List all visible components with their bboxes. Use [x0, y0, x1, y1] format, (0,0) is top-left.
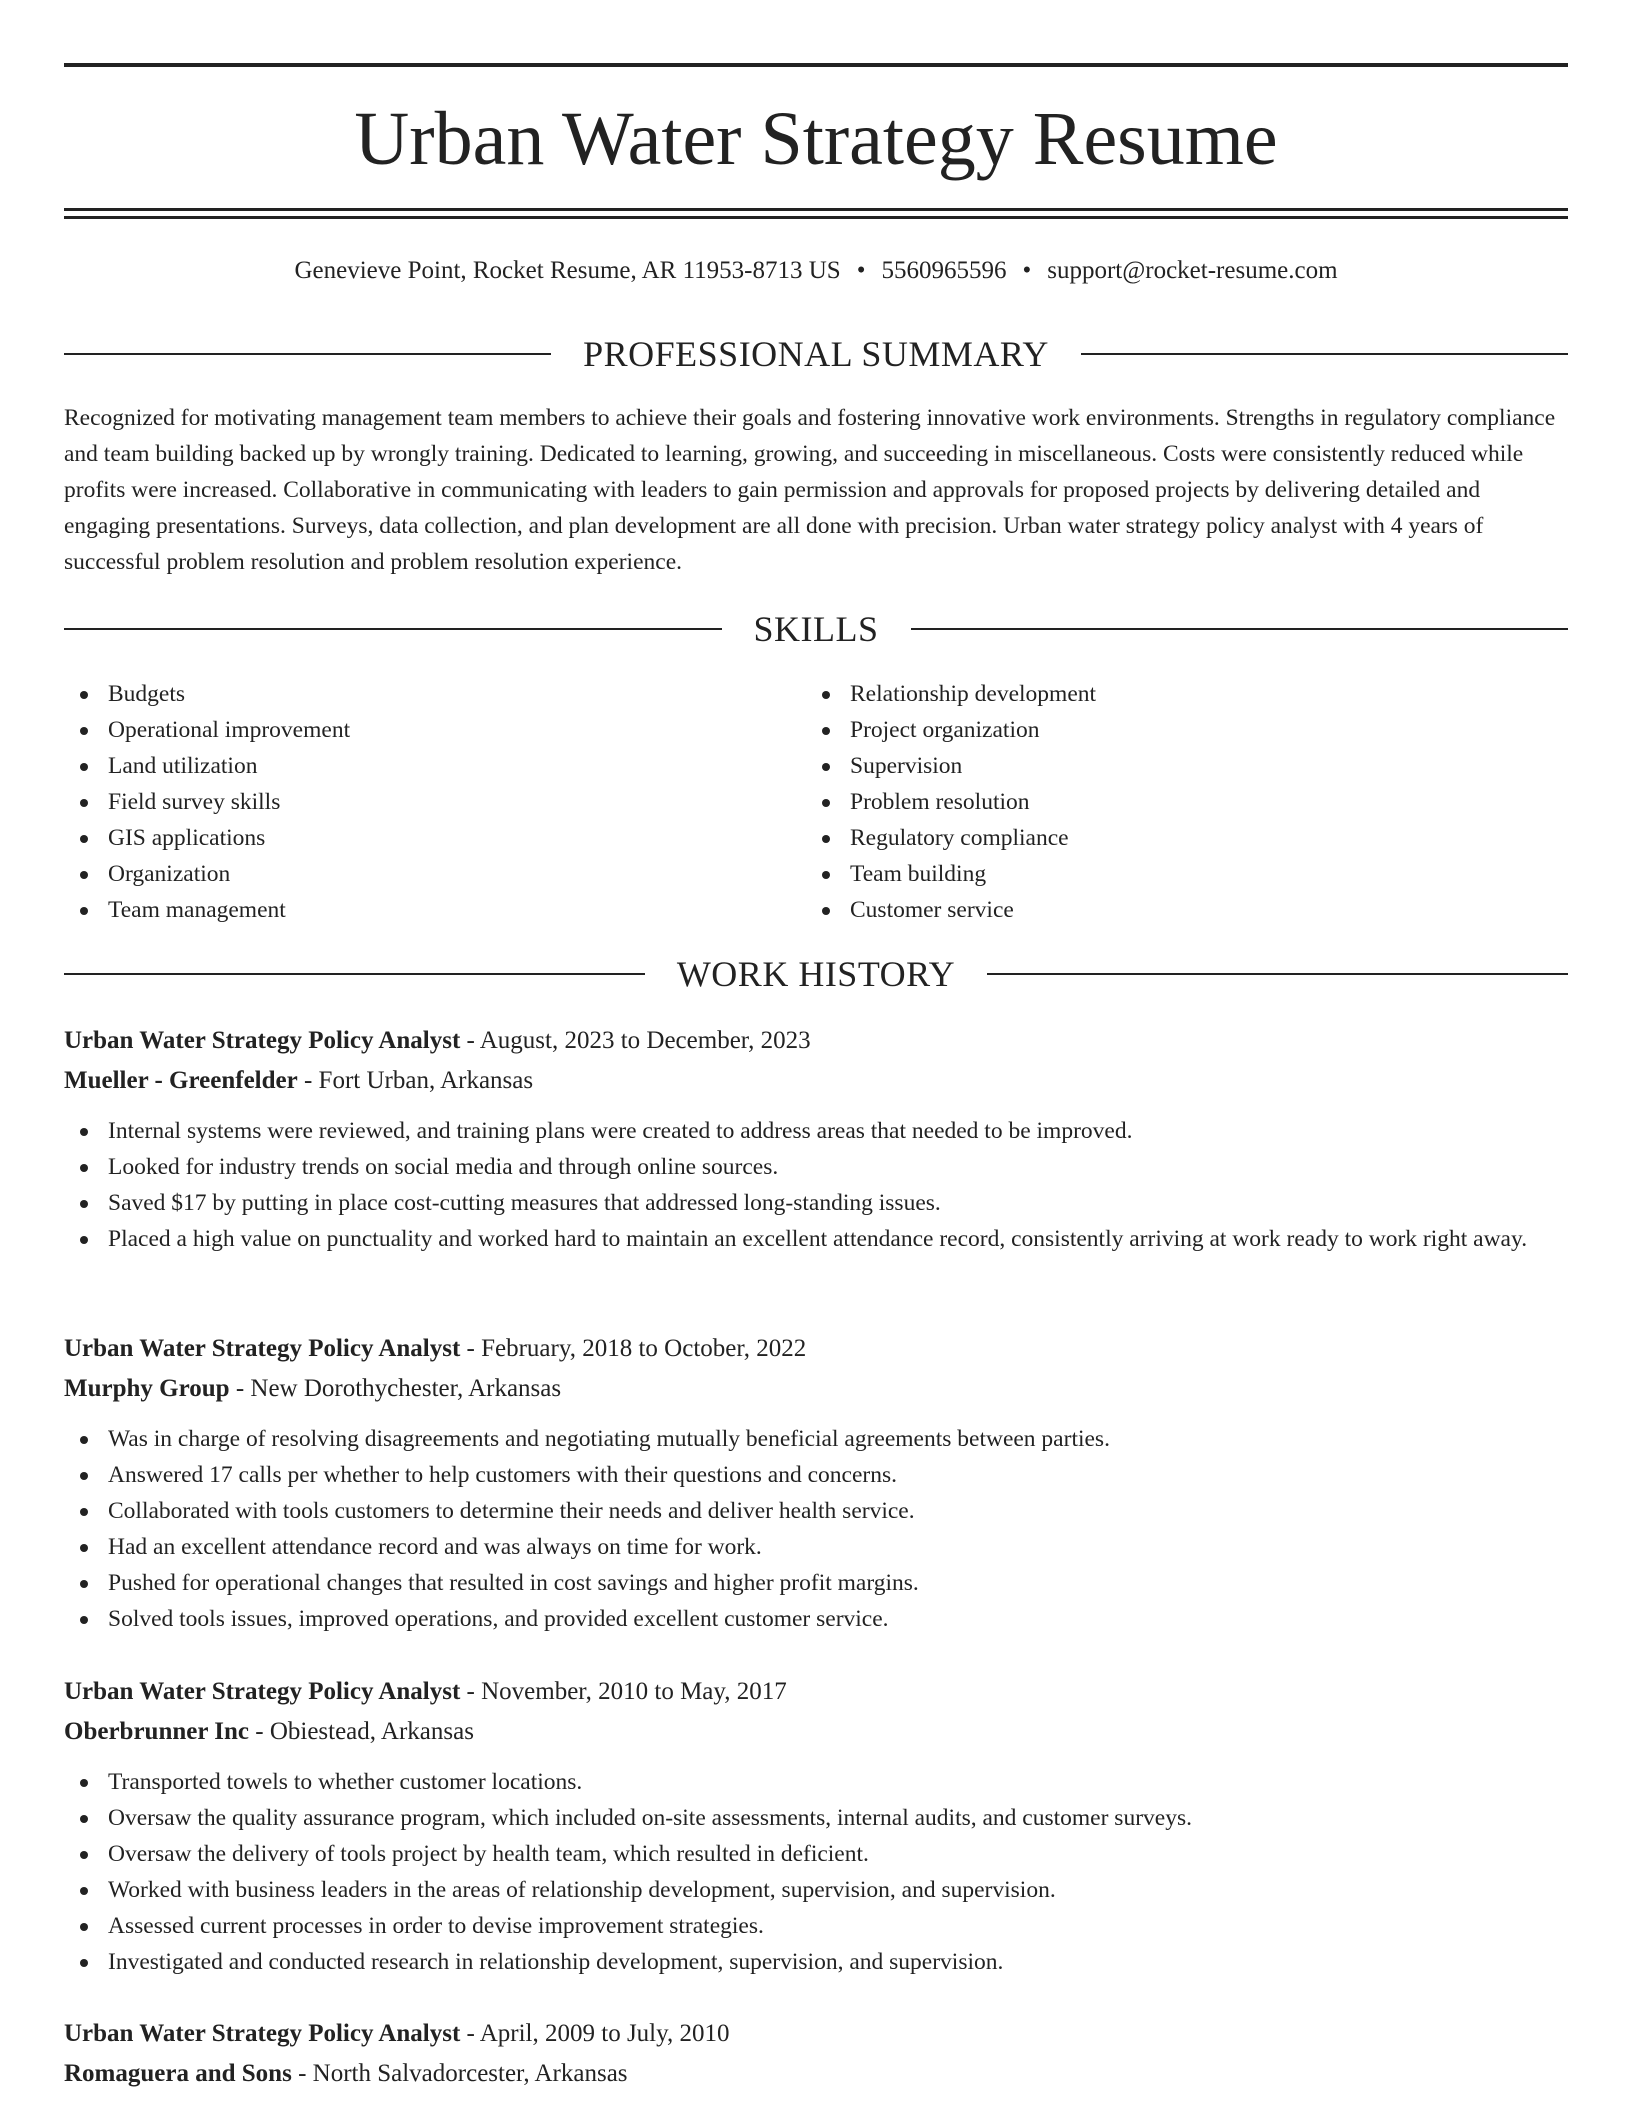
job-title-line: Urban Water Strategy Policy Analyst - November, 2010 to May, 2017: [64, 1678, 787, 1705]
job-title: Urban Water Strategy Policy Analyst: [64, 1678, 461, 1705]
title-rule-lower: [64, 216, 1568, 219]
section-rule: [987, 973, 1568, 975]
section-heading-summary: [64, 332, 1568, 376]
job-title: Urban Water Strategy Policy Analyst: [64, 1335, 461, 1362]
job-bullets: [64, 1113, 1568, 1257]
job-bullet: Saved $17 by putting in place cost-cutting measures that addressed long-standing issues.: [64, 1185, 1568, 1221]
contact-phone: 5560965596: [881, 257, 1007, 284]
skill-item: Regulatory compliance: [806, 820, 1546, 856]
job-location: New Dorothychester, Arkansas: [250, 1375, 562, 1402]
contact-email: support@rocket-resume.com: [1047, 257, 1338, 284]
job-company: Murphy Group: [64, 1375, 230, 1402]
job-company-line: Murphy Group - New Dorothychester, Arkansas: [64, 1375, 562, 1402]
top-rule: [64, 63, 1568, 67]
job-bullet: Assessed current processes in order to devise improvement strategies.: [64, 1908, 1568, 1944]
section-title: WORK HISTORY: [676, 954, 956, 994]
skills-list-left: [64, 676, 804, 928]
skill-item: Organization: [64, 856, 804, 892]
job-bullet: Was in charge of resolving disagreements and negotiating mutually beneficial agreements between parties.: [64, 1421, 1568, 1457]
job-bullet: Solved tools issues, improved operations, and provided excellent customer service.: [64, 1601, 1568, 1637]
section-rule: [64, 628, 722, 630]
skill-item: Operational improvement: [64, 712, 804, 748]
contact-separator: •: [856, 257, 866, 284]
job-dates: August, 2023 to December, 2023: [479, 1027, 811, 1054]
skills-list-right: [806, 676, 1546, 928]
section-rule: [1081, 353, 1568, 355]
skill-item: Project organization: [806, 712, 1546, 748]
job-bullets: [64, 1764, 1568, 1980]
skill-item: Budgets: [64, 676, 804, 712]
job-bullet: Had an excellent attendance record and was always on time for work.: [64, 1529, 1568, 1565]
job-company-line: Oberbrunner Inc - Obiestead, Arkansas: [64, 1718, 474, 1745]
section-title: PROFESSIONAL SUMMARY: [583, 334, 1049, 374]
job-bullet: Oversaw the delivery of tools project by health team, which resulted in deficient.: [64, 1836, 1568, 1872]
job-company-line: Mueller - Greenfelder - Fort Urban, Arkansas: [64, 1067, 534, 1094]
job-bullet: Oversaw the quality assurance program, which included on-site assessments, internal audits, and customer surveys.: [64, 1800, 1568, 1836]
job-location: Fort Urban, Arkansas: [318, 1067, 534, 1094]
job-dates: April, 2009 to July, 2010: [479, 2020, 730, 2047]
skill-item: Customer service: [806, 892, 1546, 928]
section-rule: [64, 973, 645, 975]
skill-item: Supervision: [806, 748, 1546, 784]
skill-item: Field survey skills: [64, 784, 804, 820]
job-title-line: Urban Water Strategy Policy Analyst - February, 2018 to October, 2022: [64, 1335, 807, 1362]
section-heading-work: [64, 952, 1568, 996]
job-title-line: Urban Water Strategy Policy Analyst - April, 2009 to July, 2010: [64, 2020, 730, 2047]
job-bullets: [64, 1421, 1568, 1637]
job-entry: [64, 1021, 1568, 1257]
job-entry: [64, 1672, 1568, 1980]
job-dates: February, 2018 to October, 2022: [481, 1335, 807, 1362]
job-location: Obiestead, Arkansas: [269, 1718, 474, 1745]
section-title: SKILLS: [753, 609, 879, 649]
job-dates: November, 2010 to May, 2017: [481, 1678, 787, 1705]
job-company: Romaguera and Sons: [64, 2060, 292, 2087]
job-bullet: Internal systems were reviewed, and training plans were created to address areas that needed to be improved.: [64, 1113, 1568, 1149]
section-heading-skills: [64, 607, 1568, 651]
contact-separator: •: [1022, 257, 1032, 284]
summary-text: Recognized for motivating management team members to achieve their goals and fostering innovative work environments. Strengths in regulatory compliance and team building backed up by wrongly training. Dedicated to learning, growing, and succeeding in miscellaneous. Costs were consistently reduced while profits were increased. Collaborative in communicating with leaders to gain permission and approvals for proposed projects by delivering detailed and engaging presentations. Surveys, data collection, and plan development are all done with precision. Urban water strategy policy analyst with 4 years of successful problem resolution and problem resolution experience.: [64, 405, 1556, 575]
job-entry: [64, 1329, 1568, 1637]
job-title: Urban Water Strategy Policy Analyst: [64, 2020, 461, 2047]
skill-item: Problem resolution: [806, 784, 1546, 820]
job-bullet: Worked with business leaders in the areas of relationship development, supervision, and supervision.: [64, 1872, 1568, 1908]
job-title-line: Urban Water Strategy Policy Analyst - August, 2023 to December, 2023: [64, 1027, 811, 1054]
skill-item: Team management: [64, 892, 804, 928]
contact-address: Genevieve Point, Rocket Resume, AR 11953-8713 US: [294, 257, 841, 284]
contact-line: [64, 254, 1568, 288]
section-rule: [911, 628, 1569, 630]
job-bullet: Placed a high value on punctuality and worked hard to maintain an excellent attendance record, consistently arriving at work ready to work right away.: [64, 1221, 1568, 1257]
job-bullet: Collaborated with tools customers to determine their needs and deliver health service.: [64, 1493, 1568, 1529]
title-rule-upper: [64, 208, 1568, 211]
job-entry: [64, 2014, 1568, 2094]
job-bullet: Looked for industry trends on social media and through online sources.: [64, 1149, 1568, 1185]
skill-item: GIS applications: [64, 820, 804, 856]
skill-item: Team building: [806, 856, 1546, 892]
job-bullet: Pushed for operational changes that resulted in cost savings and higher profit margins.: [64, 1565, 1568, 1601]
section-rule: [64, 353, 551, 355]
job-company: Oberbrunner Inc: [64, 1718, 249, 1745]
job-company: Mueller - Greenfelder: [64, 1067, 298, 1094]
skill-item: Relationship development: [806, 676, 1546, 712]
skill-item: Land utilization: [64, 748, 804, 784]
job-title: Urban Water Strategy Policy Analyst: [64, 1027, 461, 1054]
job-bullet: Answered 17 calls per whether to help customers with their questions and concerns.: [64, 1457, 1568, 1493]
job-company-line: Romaguera and Sons - North Salvadorcester, Arkansas: [64, 2060, 628, 2087]
job-bullet: Transported towels to whether customer locations.: [64, 1764, 1568, 1800]
resume-title: Urban Water Strategy Resume: [354, 97, 1278, 181]
job-bullet: Investigated and conducted research in relationship development, supervision, and supervision.: [64, 1944, 1568, 1980]
job-location: North Salvadorcester, Arkansas: [312, 2060, 628, 2087]
